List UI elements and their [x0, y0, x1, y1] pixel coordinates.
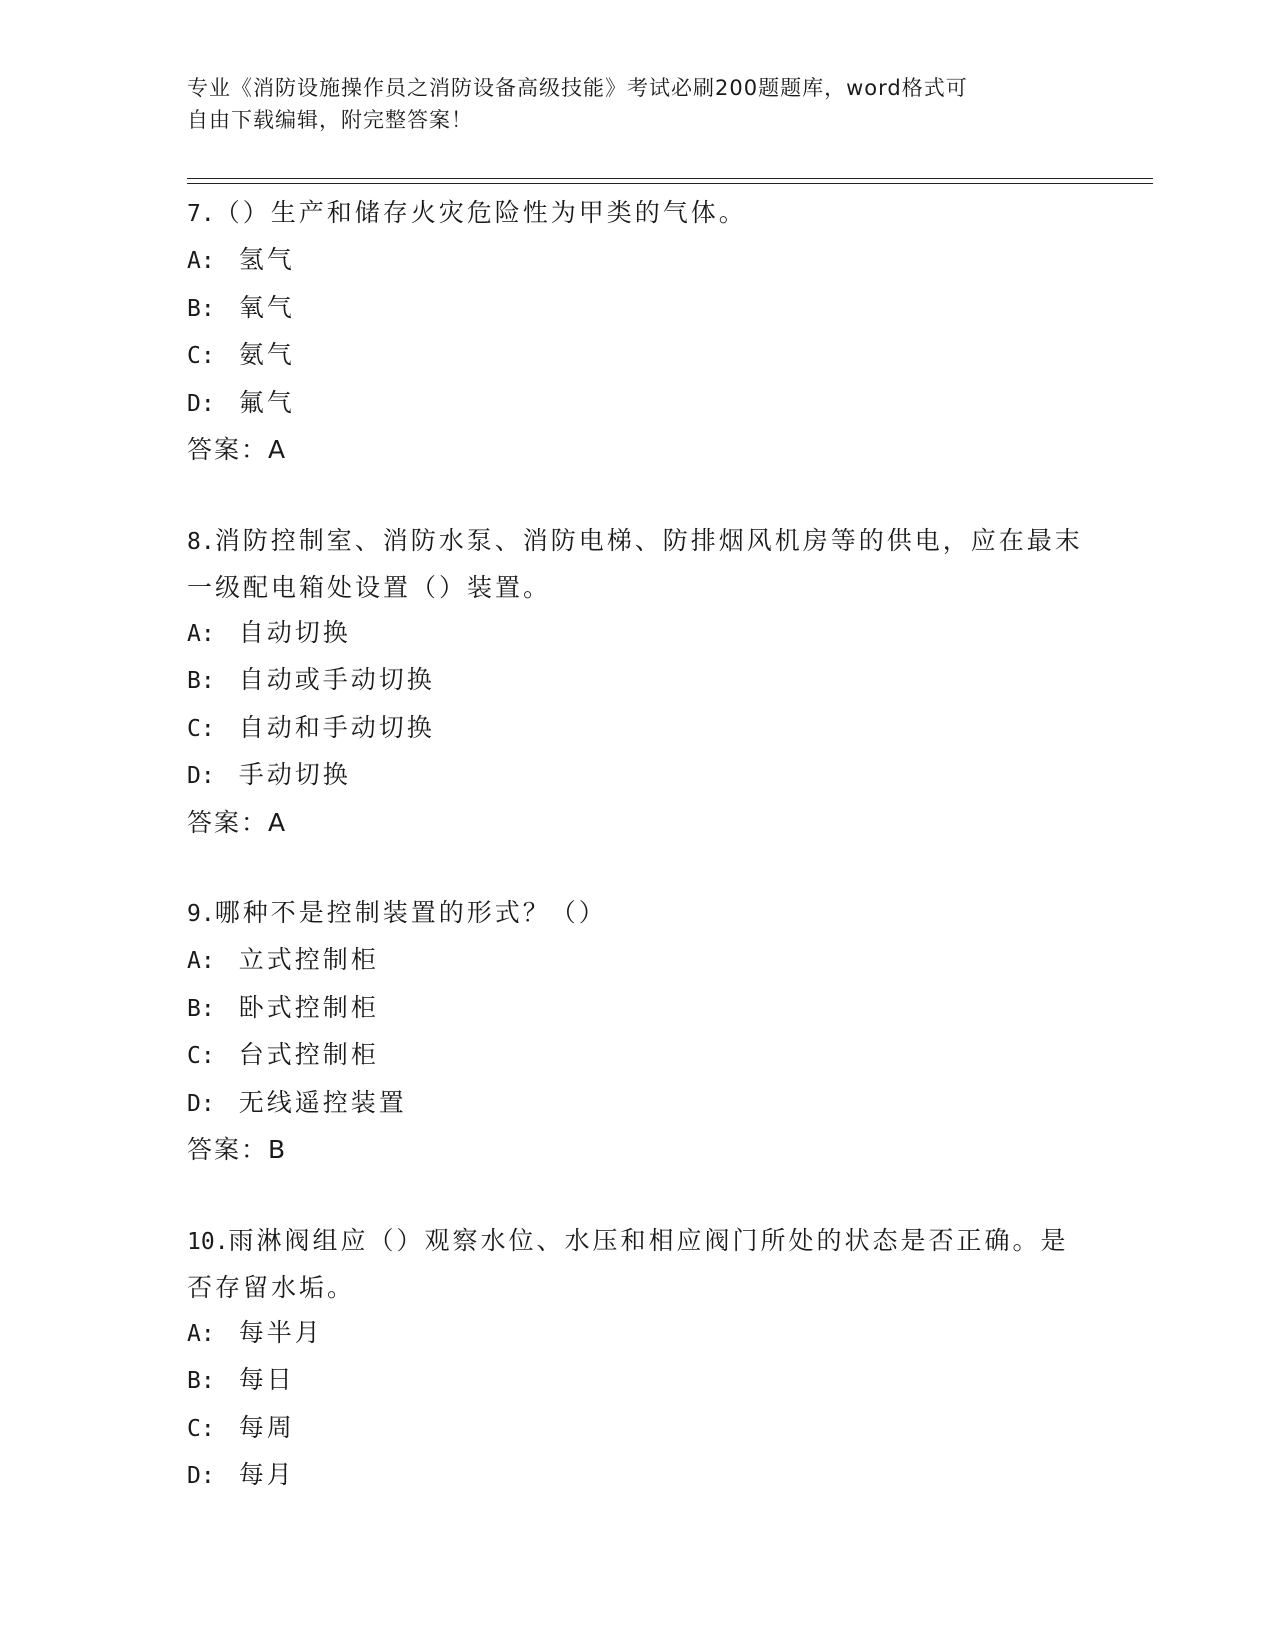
question-text: 消防控制室、消防水泵、消防电梯、防排烟风机房等的供电，应在最末一级配电箱处设置（）装置。: [187, 525, 1083, 602]
option-letter: C:: [187, 1043, 215, 1069]
option-d: [187, 1080, 1087, 1128]
option-letter: B:: [187, 1368, 215, 1394]
header-line-2: 自由下载编辑，附完整答案！: [187, 108, 473, 132]
option-c: [187, 705, 1087, 753]
option-text: 立式控制柜: [238, 945, 379, 974]
question-text: 雨淋阀组应（）观察水位、水压和相应阀门所处的状态是否正确。是否存留水垢。: [187, 1225, 1069, 1302]
option-letter: D:: [187, 1090, 215, 1117]
option-text: 卧式控制柜: [238, 992, 379, 1022]
question-number: 10.: [187, 1228, 229, 1255]
question-text: 哪种不是控制装置的形式？（）: [214, 898, 607, 927]
option-letter: D:: [187, 763, 215, 789]
option-text: 自动切换: [238, 617, 351, 647]
option-letter: A:: [187, 248, 215, 274]
option-text: 每日: [238, 1365, 295, 1394]
option-b: [187, 285, 1087, 333]
option-text: 氧气: [238, 292, 295, 322]
option-text: 无线遥控装置: [238, 1087, 407, 1117]
question-item: [187, 1218, 1087, 1500]
question-stem: [187, 518, 1087, 610]
answer-line: 答案：A: [187, 807, 288, 837]
option-b: [187, 657, 1087, 705]
question-stem: [187, 1218, 1087, 1310]
question-stem: [187, 890, 1087, 937]
option-b: [187, 1357, 1087, 1405]
question-item: [187, 890, 1087, 1173]
option-c: [187, 1032, 1087, 1080]
option-letter: C:: [187, 715, 215, 742]
question-stem: [187, 190, 1087, 237]
option-a: [187, 937, 1087, 985]
header-line-1: 专业《消防设施操作员之消防设备高级技能》考试必刷200题题库，word格式可: [187, 76, 968, 100]
option-letter: D:: [187, 390, 215, 417]
question-list: [187, 190, 1087, 1545]
question-number: 8.: [187, 528, 215, 555]
option-c: [187, 332, 1087, 380]
option-text: 每半月: [238, 1317, 323, 1347]
option-letter: C:: [187, 343, 215, 369]
option-text: 自动或手动切换: [238, 665, 435, 694]
question-number: 9.: [187, 901, 215, 927]
option-d: [187, 1452, 1087, 1500]
option-text: 自动和手动切换: [238, 712, 435, 742]
header-divider-bottom: [187, 183, 1153, 184]
option-d: [187, 380, 1087, 428]
option-a: [187, 1310, 1087, 1358]
question-number: 7.: [187, 201, 215, 227]
question-text: （）生产和储存火灾危险性为甲类的气体。: [214, 198, 747, 227]
option-letter: A:: [187, 620, 215, 647]
option-letter: B:: [187, 668, 215, 694]
document-header: [187, 72, 1067, 136]
option-text: 每月: [238, 1460, 295, 1489]
answer-line: 答案：B: [187, 1135, 288, 1164]
option-letter: B:: [187, 295, 215, 322]
option-b: [187, 985, 1087, 1033]
option-text: 氟气: [238, 387, 295, 417]
option-text: 氨气: [238, 340, 295, 369]
option-a: [187, 237, 1087, 285]
option-letter: A:: [187, 948, 215, 974]
answer-line: 答案：A: [187, 435, 288, 464]
option-letter: B:: [187, 995, 215, 1022]
option-text: 台式控制柜: [238, 1040, 379, 1069]
option-letter: C:: [187, 1415, 215, 1442]
option-text: 手动切换: [238, 760, 351, 789]
option-text: 每周: [238, 1412, 295, 1442]
option-c: [187, 1405, 1087, 1453]
option-a: [187, 610, 1087, 658]
option-letter: A:: [187, 1320, 215, 1347]
option-letter: D:: [187, 1463, 215, 1489]
option-text: 氢气: [238, 245, 295, 274]
question-item: [187, 190, 1087, 473]
question-item: [187, 518, 1087, 846]
option-d: [187, 752, 1087, 800]
header-divider-top: [187, 178, 1153, 179]
